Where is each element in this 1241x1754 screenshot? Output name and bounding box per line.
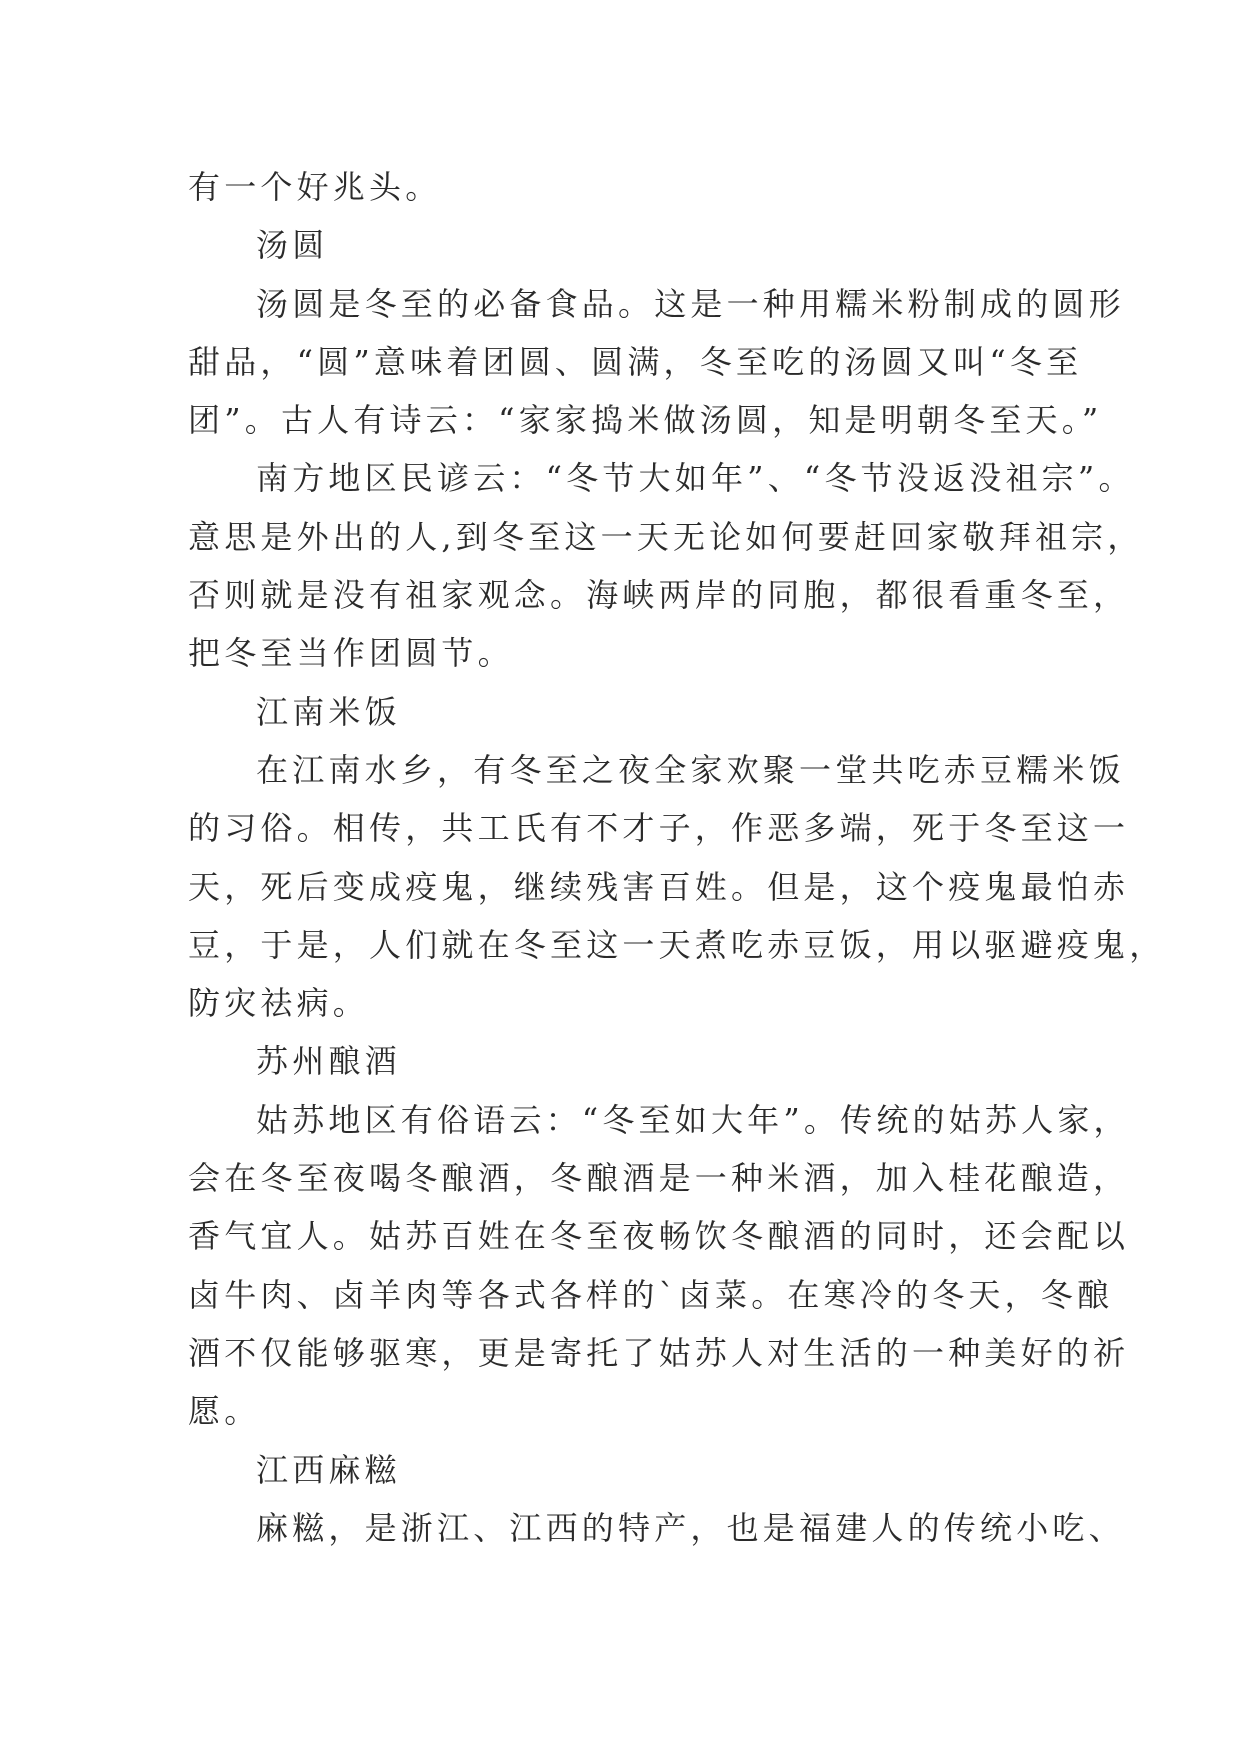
text-line: 有一个好兆头。 <box>188 168 442 206</box>
text-line: 汤圆是冬至的必备食品。这是一种用糯米粉制成的圆形 <box>256 284 1125 323</box>
text-line: 的习俗。相传，共工氏有不才子，作恶多端，死于冬至这一 <box>188 809 1130 848</box>
text-line: 否则就是没有祖家观念。海峡两岸的同胞，都很看重冬至， <box>188 576 1130 615</box>
text-line: 愿。 <box>188 1392 261 1431</box>
text-line: 酒不仅能够驱寒，更是寄托了姑苏人对生活的一种美好的祈 <box>188 1333 1130 1372</box>
section-heading-jiangxi-maci: 江西麻糍 <box>256 1450 401 1489</box>
text-line: 团”。古人有诗云：“家家捣米做汤圆，知是明朝冬至天。” <box>188 401 1103 440</box>
text-line: 会在冬至夜喝冬酿酒，冬酿酒是一种米酒，加入桂花酿造， <box>188 1159 1130 1198</box>
text-line: 天，死后变成疫鬼，继续残害百姓。但是，这个疫鬼最怕赤 <box>188 867 1130 906</box>
text-line: 防灾祛病。 <box>188 984 370 1023</box>
text-line: 意思是外出的人,到冬至这一天无论如何要赶回家敬拜祖宗， <box>188 517 1144 556</box>
text-line: 麻糍，是浙江、江西的特产，也是福建人的传统小吃、 <box>256 1508 1125 1547</box>
text-line: 南方地区民谚云：“冬节大如年”、“冬节没返没祖宗”。 <box>256 459 1135 498</box>
text-line: 姑苏地区有俗语云：“冬至如大年”。传统的姑苏人家， <box>256 1100 1130 1139</box>
section-heading-tangyuan: 汤圆 <box>256 226 329 265</box>
text-line: 在江南水乡，有冬至之夜全家欢聚一堂共吃赤豆糯米饭 <box>256 750 1125 789</box>
text-line: 豆，于是，人们就在冬至这一天煮吃赤豆饭，用以驱避疫鬼， <box>188 925 1166 964</box>
text-line: 甜品，“圆”意味着团圆、圆满，冬至吃的汤圆又叫“冬至 <box>188 342 1083 381</box>
text-line: 香气宜人。姑苏百姓在冬至夜畅饮冬酿酒的同时，还会配以 <box>188 1217 1130 1256</box>
text-line: 卤牛肉、卤羊肉等各式各样的`卤菜。在寒冷的冬天，冬酿 <box>188 1275 1114 1314</box>
section-heading-suzhou-wine: 苏州酿酒 <box>256 1042 401 1081</box>
section-heading-jiangnan-rice: 江南米饭 <box>256 692 401 731</box>
text-line: 把冬至当作团圆节。 <box>188 634 514 673</box>
document-body <box>188 158 1166 1557</box>
